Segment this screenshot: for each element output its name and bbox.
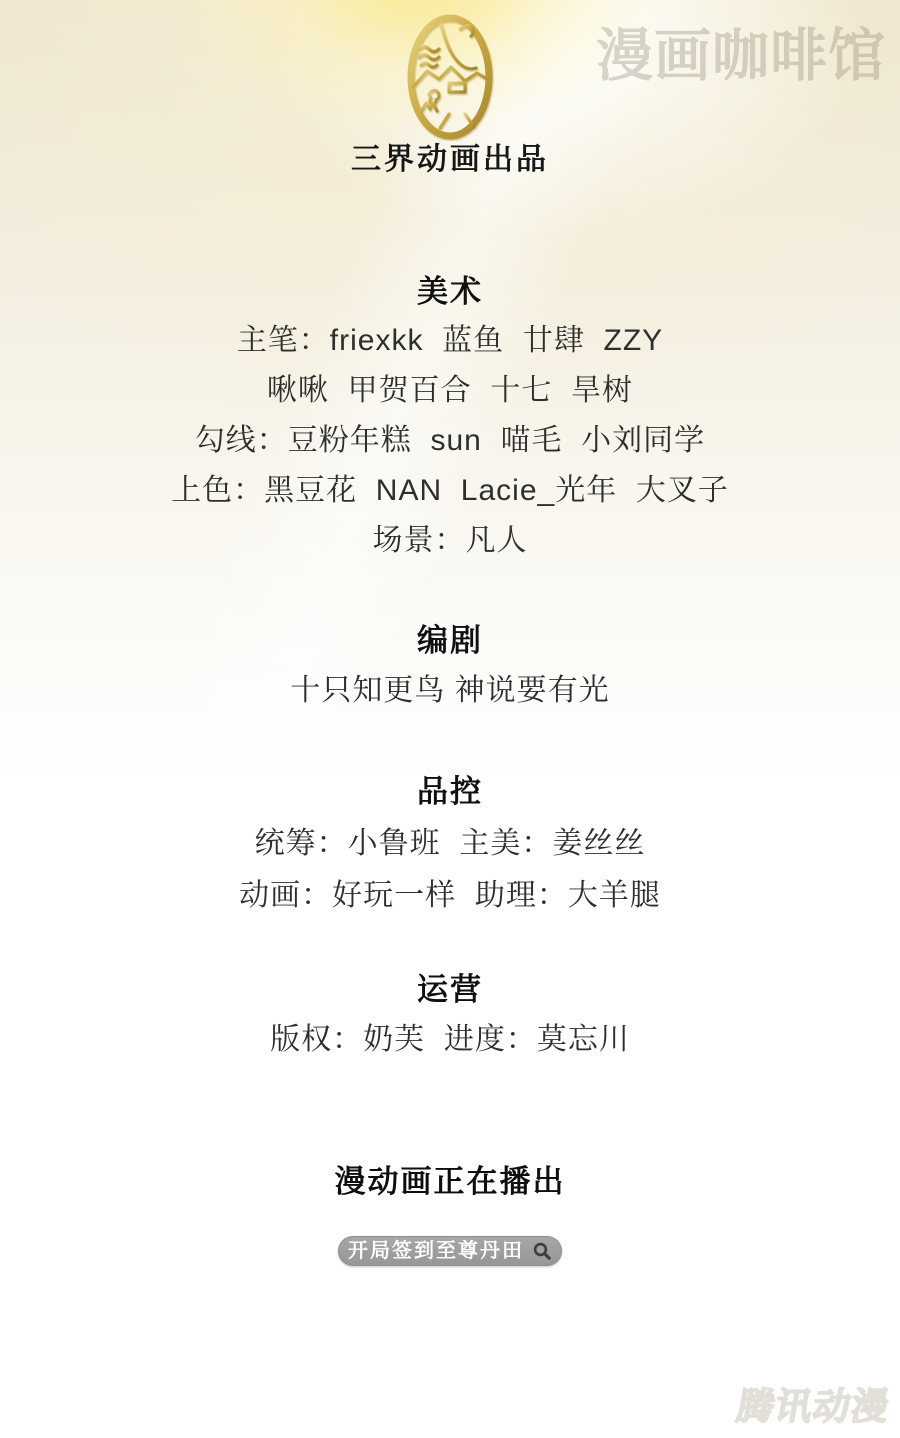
- producer-label: 三界动画出品: [351, 143, 549, 176]
- seal-icon: [404, 13, 496, 141]
- three-realms-seal-logo: [404, 13, 496, 146]
- credit-line: 动画：好玩一样 助理：大羊腿: [239, 879, 661, 912]
- credit-line: 上色：黑豆花 NAN Lacie_光年 大叉子: [171, 474, 729, 507]
- credit-line: 十只知更鸟 神说要有光: [290, 674, 610, 707]
- search-pill-label: 开局签到至尊丹田: [348, 1240, 524, 1262]
- credit-line: 主笔：friexkk 蓝鱼 廿肆 ZZY: [236, 324, 664, 357]
- section-title-art: 美术: [417, 274, 483, 309]
- watermark-manga-cafe: 漫画咖啡馆: [596, 24, 886, 88]
- credit-line: 版权：奶芙 进度：莫忘川: [270, 1023, 630, 1056]
- search-pill[interactable]: [338, 1236, 562, 1266]
- magnifier-icon: [533, 1242, 552, 1261]
- broadcast-heading: 漫动画正在播出: [334, 1164, 566, 1199]
- credit-line: 场景：凡人: [372, 524, 528, 557]
- credit-line: 勾线：豆粉年糕 sun 喵毛 小刘同学: [194, 424, 706, 457]
- watermark-tencent-comics: 腾讯动漫: [733, 1386, 893, 1427]
- section-title-operations: 运营: [417, 972, 483, 1007]
- credit-line: 统筹：小鲁班 主美：姜丝丝: [254, 827, 646, 860]
- section-title-quality: 品控: [417, 774, 483, 809]
- section-title-writers: 编剧: [417, 623, 483, 658]
- credit-line: 啾啾 甲贺百合 十七 旱树: [266, 374, 633, 407]
